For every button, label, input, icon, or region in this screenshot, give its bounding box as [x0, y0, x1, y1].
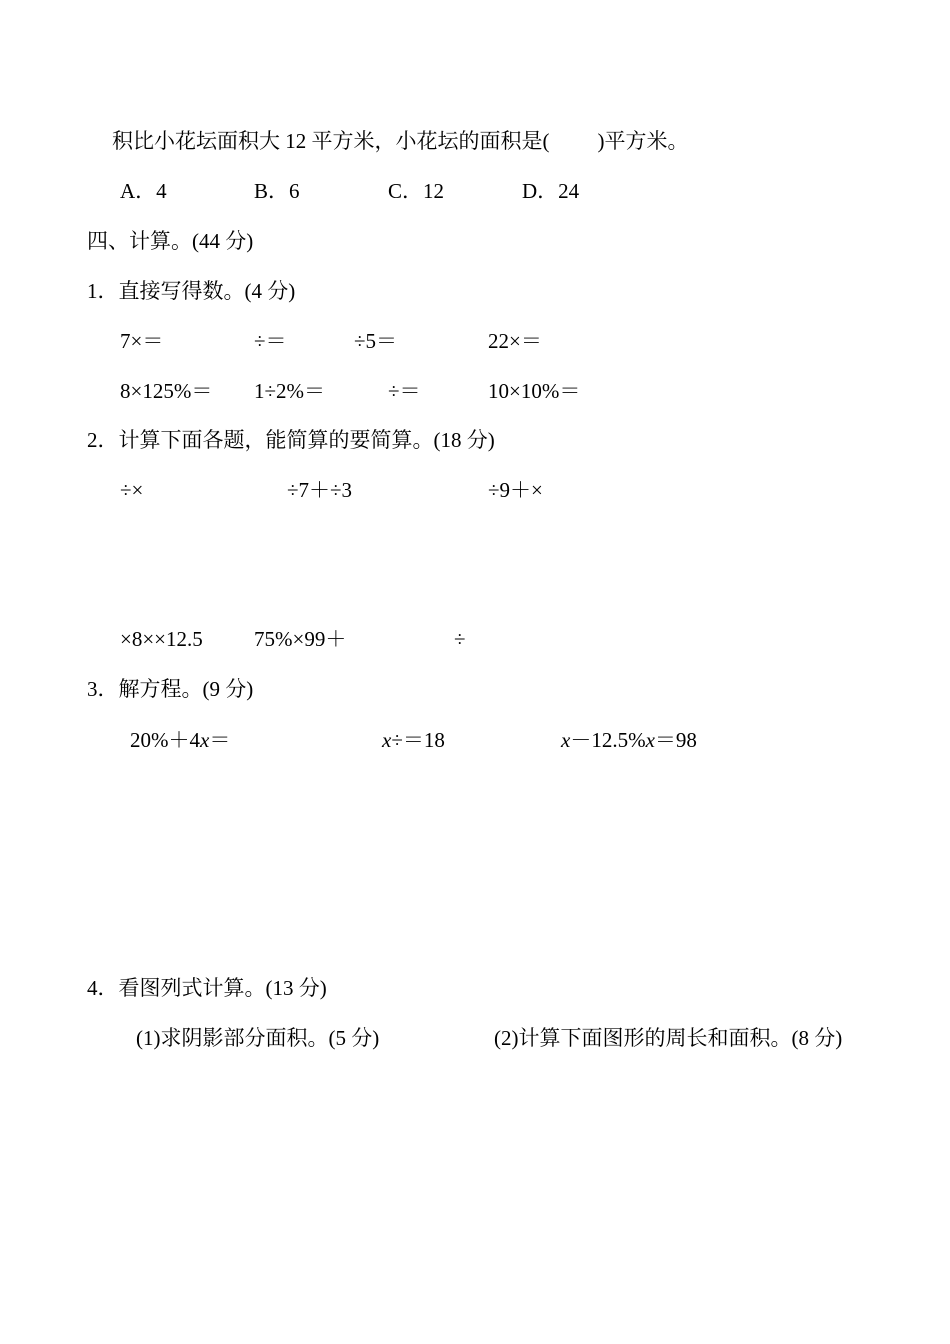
option-b	[254, 181, 300, 202]
sub-question-2: (2)计算下面图形的周长和面积。(8 分)	[494, 1026, 843, 1050]
equation-variable: x	[200, 728, 210, 752]
expression: 75%×99＋	[254, 627, 347, 651]
question-continuation	[112, 131, 689, 152]
problem-4-title: 4．看图列式计算。(13 分)	[87, 976, 327, 1000]
equation-part: ＝	[209, 728, 231, 752]
option-d	[522, 181, 579, 202]
question-text-after: )平方米。	[597, 129, 689, 153]
expression: ÷＝	[388, 379, 421, 403]
expression: ÷9＋×	[488, 478, 543, 502]
question-text-before: 积比小花坛面积大 12 平方米，小花坛的面积是(	[112, 129, 550, 153]
option-letter: C．	[388, 179, 424, 203]
equation-2	[382, 730, 445, 751]
section-heading: 四、计算。(44 分)	[87, 229, 254, 253]
option-value: 12	[423, 179, 445, 203]
equation-part: ＝98	[654, 728, 697, 752]
option-value: 4	[156, 179, 167, 203]
equation-variable: x	[561, 728, 571, 752]
expression: 22×＝	[488, 329, 542, 353]
equation-part: 20%＋4	[130, 728, 200, 752]
problem-1-title: 1．直接写得数。(4 分)	[87, 279, 296, 303]
expression: ÷5＝	[354, 329, 398, 353]
equation-variable: x	[382, 728, 392, 752]
expression: 1÷2%＝	[254, 379, 326, 403]
expression: ÷＝	[254, 329, 287, 353]
expression: 10×10%＝	[488, 379, 581, 403]
sub-question-1: (1)求阴影部分面积。(5 分)	[136, 1026, 380, 1050]
option-letter: A．	[120, 179, 157, 203]
expression: 8×125%＝	[120, 379, 213, 403]
expression: ÷×	[120, 478, 144, 502]
option-value: 24	[558, 179, 580, 203]
option-letter: D．	[522, 179, 559, 203]
expression: ÷	[454, 627, 466, 651]
option-letter: B．	[254, 179, 290, 203]
option-value: 6	[289, 179, 300, 203]
equation-1	[130, 730, 230, 751]
expression: 7×＝	[120, 329, 164, 353]
equation-part: －12.5%	[570, 728, 646, 752]
equation-part: ÷＝18	[391, 728, 445, 752]
expression: ×8××12.5	[120, 627, 203, 651]
expression: ÷7＋÷3	[287, 478, 353, 502]
equation-3	[561, 730, 697, 751]
option-c	[388, 181, 444, 202]
equation-variable: x	[645, 728, 655, 752]
option-a	[120, 181, 167, 202]
problem-3-title: 3．解方程。(9 分)	[87, 677, 254, 701]
problem-2-title: 2．计算下面各题，能简算的要简算。(18 分)	[87, 428, 495, 452]
